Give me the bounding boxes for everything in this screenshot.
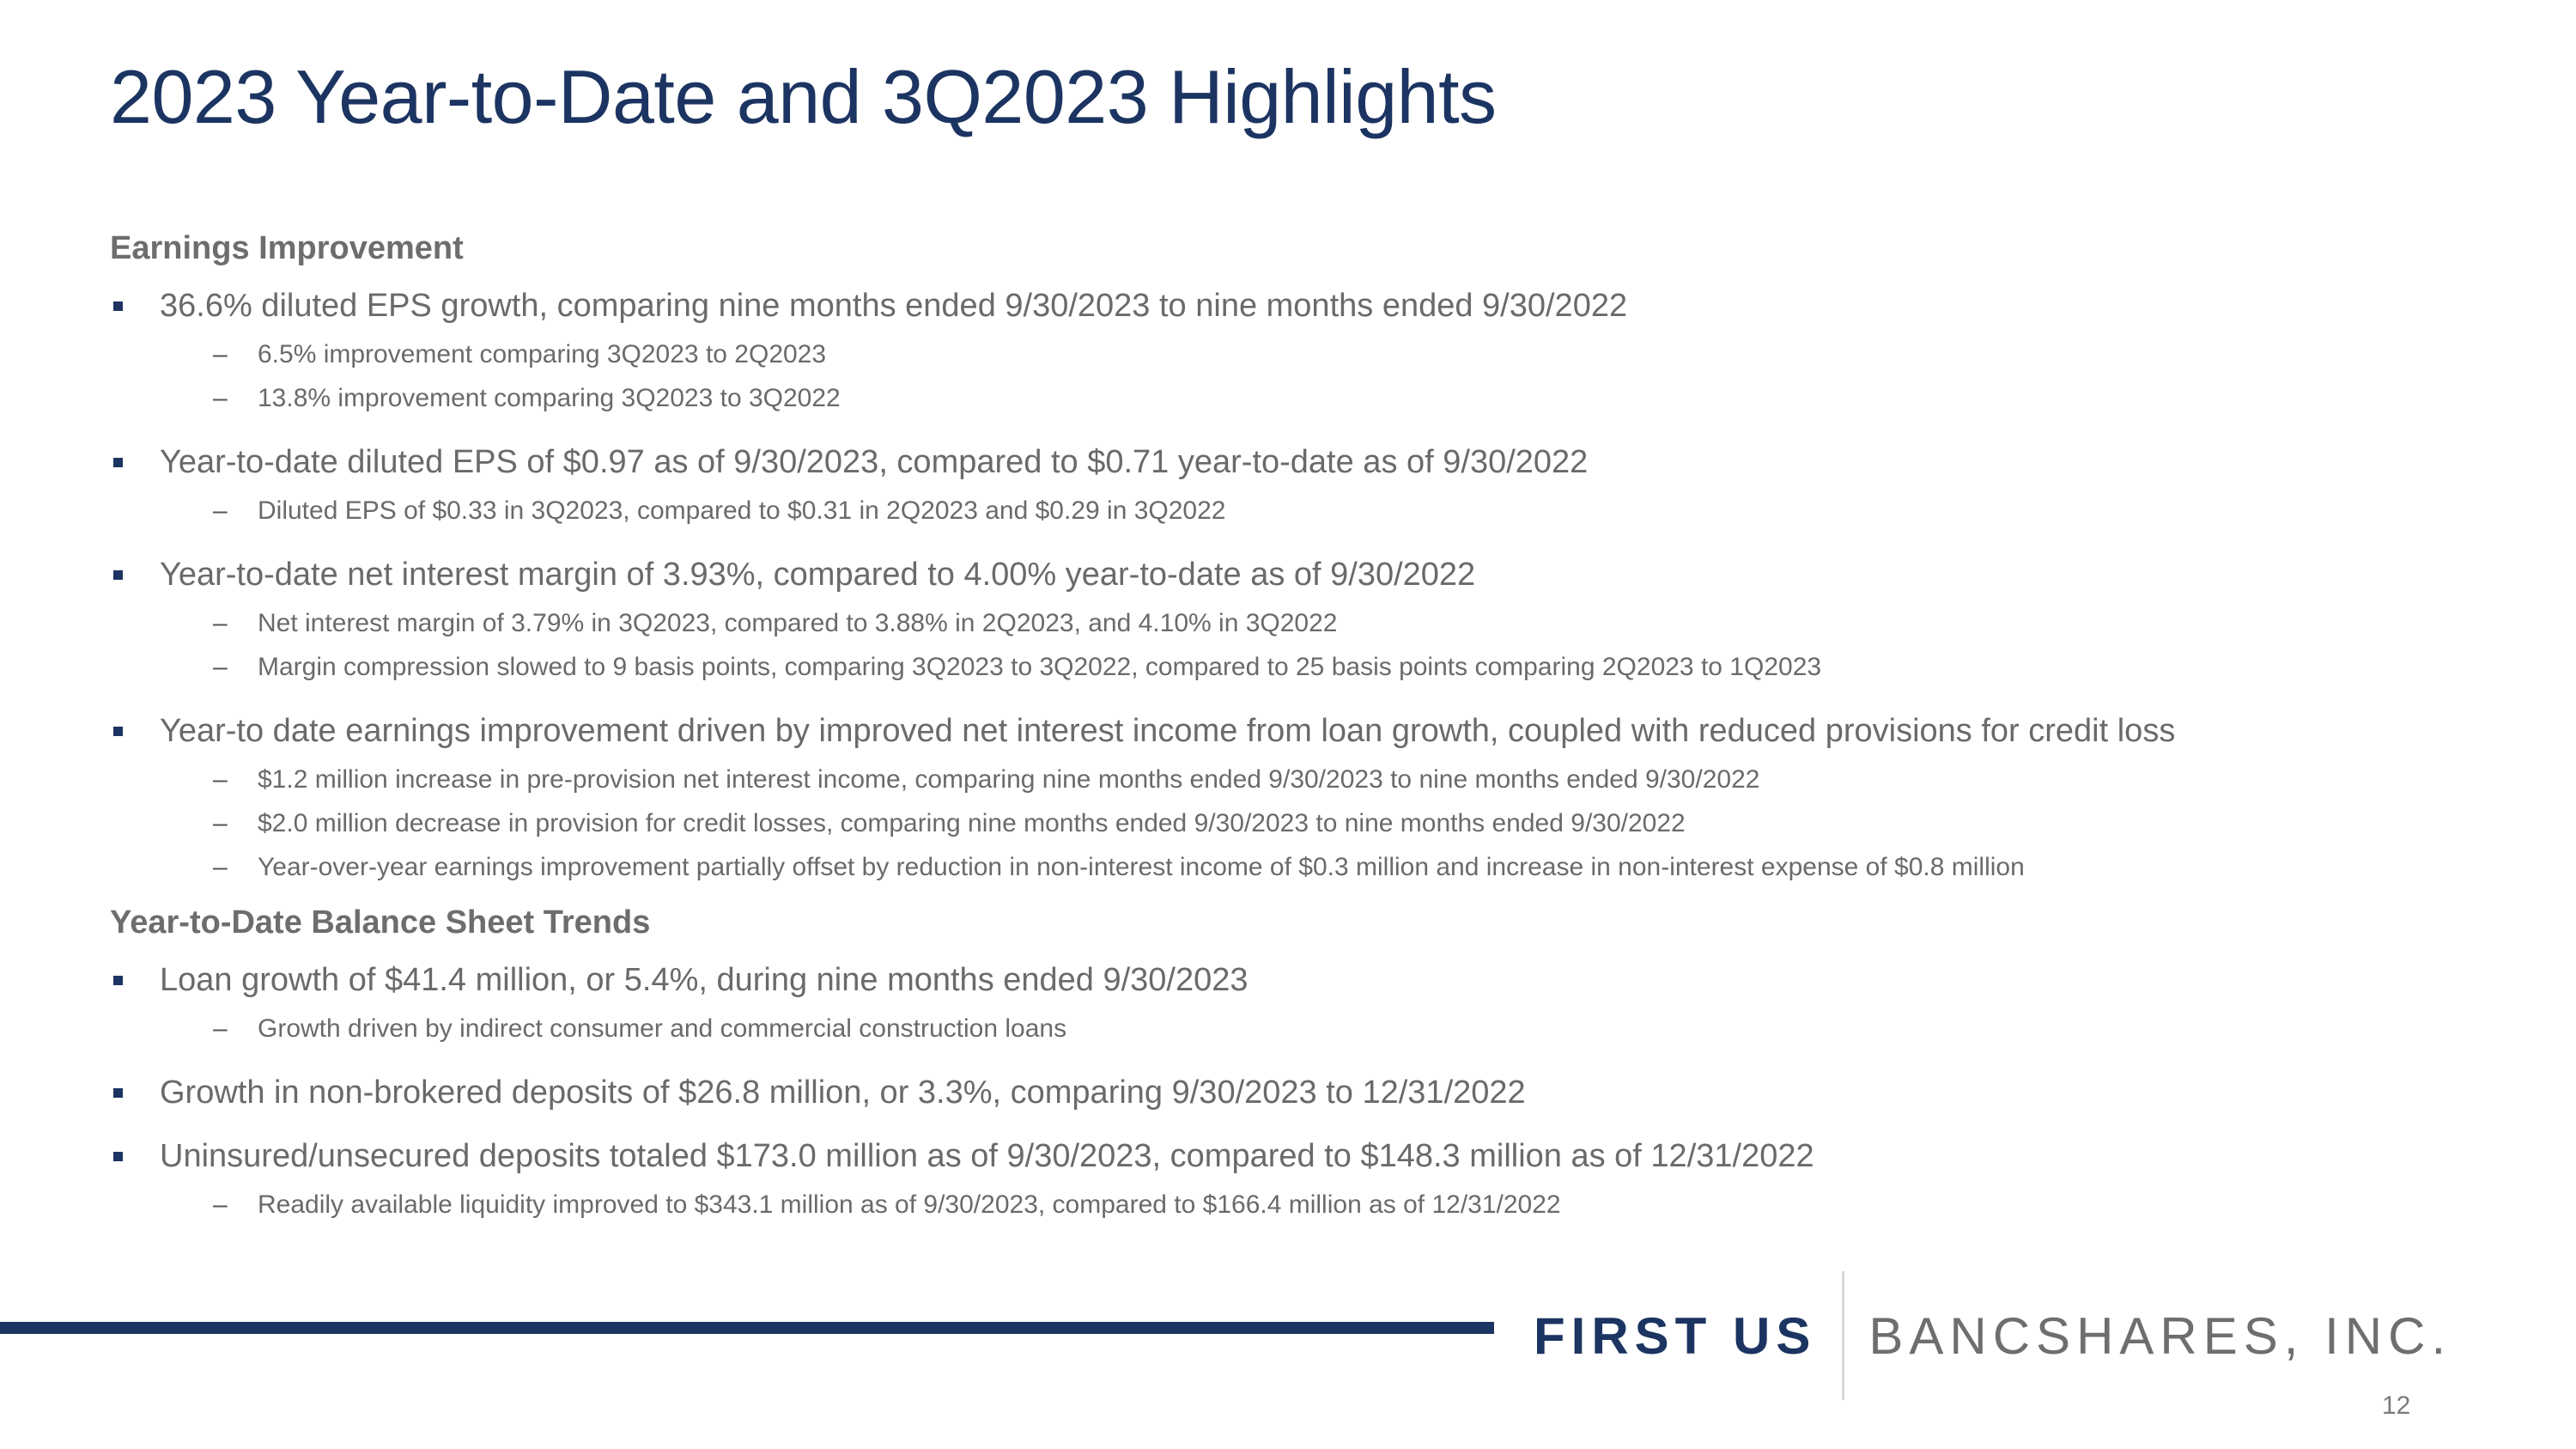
footer-divider xyxy=(0,1322,1494,1334)
bullet-text: Year-to-date diluted EPS of $0.97 as of 9/30/2023, compared to $0.71 year-to-date as of 9/30/2022 xyxy=(160,444,1589,480)
dash-icon: – xyxy=(213,853,228,881)
square-bullet-icon xyxy=(113,570,123,580)
bullet-text: Year-to date earnings improvement driven by improved net interest income from loan growth, coupled with reduced provisions for credit loss xyxy=(160,713,2176,749)
sub-bullet-text: 13.8% improvement comparing 3Q2023 to 3Q2022 xyxy=(258,384,841,412)
page-number: 12 xyxy=(2382,1391,2411,1420)
logo-separator xyxy=(1842,1271,1844,1400)
sub-bullet xyxy=(110,601,2531,645)
square-bullet-icon xyxy=(113,1152,123,1161)
logo-first-us: FIRST US xyxy=(1534,1306,1817,1365)
bullet-uninsured-deposits xyxy=(110,1136,2531,1176)
bullet-net-interest-margin xyxy=(110,555,2531,594)
sub-bullet xyxy=(110,332,2531,376)
bullet-text: Loan growth of $41.4 million, or 5.4%, during nine months ended 9/30/2023 xyxy=(160,962,1249,998)
dash-icon: – xyxy=(213,1014,228,1043)
dash-icon: – xyxy=(213,340,228,368)
sub-bullet-text: Readily available liquidity improved to $343.1 million as of 9/30/2023, compared to $166.4 million as of 12/31/2022 xyxy=(258,1190,1561,1219)
square-bullet-icon xyxy=(113,727,123,736)
section-heading-balance-sheet: Year-to-Date Balance Sheet Trends xyxy=(110,904,651,941)
sub-bullet-text: 6.5% improvement comparing 3Q2023 to 2Q2023 xyxy=(258,340,827,368)
sub-list xyxy=(110,1183,2531,1227)
sub-list xyxy=(110,758,2531,889)
dash-icon: – xyxy=(213,496,228,525)
sub-list xyxy=(110,489,2531,533)
bullet-ytd-eps xyxy=(110,442,2531,482)
sub-bullet-text: Year-over-year earnings improvement partially offset by reduction in non-interest income of $0.3 million and increase in non-interest expense of $0.8 million xyxy=(258,853,2025,881)
sub-bullet xyxy=(110,758,2531,801)
square-bullet-icon xyxy=(113,458,123,467)
sub-bullet-text: $1.2 million increase in pre-provision net interest income, comparing nine months ended 9/30/2023 to nine months ended 9/30/2022 xyxy=(258,765,1760,794)
bullet-text: Growth in non-brokered deposits of $26.8 million, or 3.3%, comparing 9/30/2023 to 12/31/2022 xyxy=(160,1075,1526,1111)
sub-bullet-text: $2.0 million decrease in provision for credit losses, comparing nine months ended 9/30/2023 to nine months ended 9/30/2022 xyxy=(258,809,1686,837)
dash-icon: – xyxy=(213,809,228,837)
section-heading-earnings: Earnings Improvement xyxy=(110,230,464,266)
sub-bullet xyxy=(110,645,2531,689)
sub-list xyxy=(110,601,2531,689)
logo-bancshares: BANCSHARES, INC. xyxy=(1868,1306,2452,1365)
sub-bullet xyxy=(110,1183,2531,1227)
sub-bullet-text: Growth driven by indirect consumer and commercial construction loans xyxy=(258,1014,1067,1043)
bullet-eps-growth xyxy=(110,286,2531,326)
dash-icon: – xyxy=(213,609,228,637)
sub-bullet-text: Diluted EPS of $0.33 in 3Q2023, compared to $0.31 in 2Q2023 and $0.29 in 3Q2022 xyxy=(258,496,1226,525)
bullet-deposit-growth xyxy=(110,1073,2531,1112)
sub-bullet xyxy=(110,489,2531,533)
sub-list xyxy=(110,332,2531,420)
sub-list xyxy=(110,1007,2531,1050)
sub-bullet xyxy=(110,845,2531,889)
dash-icon: – xyxy=(213,765,228,794)
dash-icon: – xyxy=(213,1190,228,1219)
sub-bullet-text: Margin compression slowed to 9 basis points, comparing 3Q2023 to 3Q2022, compared to 25 basis points comparing 2Q2023 to 1Q2023 xyxy=(258,653,1822,681)
bullet-text: 36.6% diluted EPS growth, comparing nine months ended 9/30/2023 to nine months ended 9/30/2022 xyxy=(160,288,1628,324)
bullet-text: Year-to-date net interest margin of 3.93%, compared to 4.00% year-to-date as of 9/30/2022 xyxy=(160,557,1476,593)
sub-bullet xyxy=(110,801,2531,845)
page-title: 2023 Year-to-Date and 3Q2023 Highlights xyxy=(110,54,1497,139)
sub-bullet xyxy=(110,376,2531,420)
bullet-text: Uninsured/unsecured deposits totaled $173.0 million as of 9/30/2023, compared to $148.3 million as of 12/31/2022 xyxy=(160,1138,1814,1174)
square-bullet-icon xyxy=(113,1088,123,1098)
slide-content xyxy=(110,230,2531,1249)
company-logo xyxy=(1534,1288,2451,1383)
square-bullet-icon xyxy=(113,301,123,311)
bullet-loan-growth xyxy=(110,960,2531,1000)
dash-icon: – xyxy=(213,384,228,412)
dash-icon: – xyxy=(213,653,228,681)
bullet-earnings-driver xyxy=(110,711,2531,751)
sub-bullet-text: Net interest margin of 3.79% in 3Q2023, compared to 3.88% in 2Q2023, and 4.10% in 3Q2022 xyxy=(258,609,1338,637)
sub-bullet xyxy=(110,1007,2531,1050)
square-bullet-icon xyxy=(113,976,123,985)
